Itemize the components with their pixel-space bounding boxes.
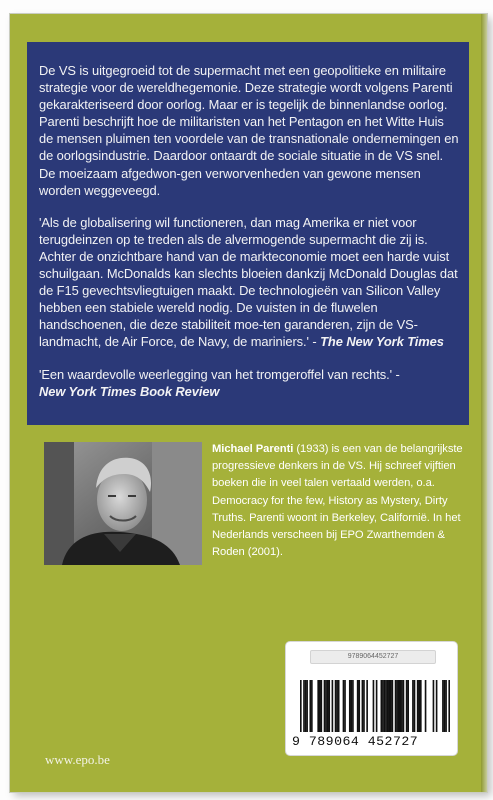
- barcode-bar: [300, 680, 302, 732]
- barcode-bar: [357, 680, 359, 732]
- price-sticker: 9789064452727: [310, 650, 436, 664]
- publisher-website: www.epo.be: [45, 752, 110, 767]
- barcode-bar: [387, 680, 389, 732]
- barcode-bar: [420, 680, 422, 732]
- barcode-bar: [433, 680, 435, 732]
- barcode-bar: [425, 680, 427, 732]
- barcode-bar: [351, 680, 353, 732]
- barcode-bar: [407, 680, 409, 732]
- barcode-bar: [412, 680, 414, 732]
- quote-review-separator: -: [392, 366, 400, 382]
- barcode-bar: [352, 680, 354, 732]
- blurb-panel: [27, 42, 469, 425]
- barcode-bar: [344, 680, 346, 732]
- barcode-bar: [317, 680, 319, 732]
- barcode-bar: [395, 680, 397, 732]
- author-bio-text: (1933) is een van de belangrijkste progressieve denkers in de VS. Hij schreef vijftien boeken die in veel talen vertaald werden, o.a. Democracy for the few, History as Mystery, Dirty Truths. Parenti woont in Berkeley, Californië. In het Nederlands verscheen bij EPO Zwarthemden & Roden (2001).: [212, 443, 463, 559]
- barcode-bar: [332, 680, 334, 732]
- quote-nyt-separator: -: [308, 334, 321, 350]
- barcode-bar: [335, 680, 337, 732]
- quote-nyt-source: The New York Times: [320, 334, 444, 350]
- barcode-bar: [319, 680, 321, 732]
- barcode-bar: [349, 680, 351, 732]
- barcode-bar: [321, 680, 323, 732]
- barcode-bar: [362, 680, 364, 732]
- barcode-bar: [436, 680, 438, 732]
- barcode-bar: [343, 680, 345, 732]
- barcode-bar: [385, 680, 387, 732]
- barcode-bar: [398, 680, 400, 732]
- barcode-bar: [448, 680, 450, 732]
- quote-nyt: [39, 214, 460, 351]
- barcode-bar: [390, 680, 392, 732]
- barcode-bar: [406, 680, 408, 732]
- barcode-bar: [306, 680, 308, 732]
- barcode-bar: [382, 680, 384, 732]
- description-paragraph: De VS is uitgegroeid tot de supermacht met een geopolitieke en militaire strategie voor de wereldhegemonie. Deze strategie wordt volgens Parenti gekarakteriseerd door oorlog. Maar er is tegelijk de binnenlandse oorlog. Parenti beschrijft hoe de militaristen van het Pentagon en het Witte Huis de mensen pluimen ten voordele van de transnationale ondernemingen en de oorlogsindustrie. Daardoor ontaardt de sociale situatie in de VS snel. De moeizaam afgedwon-gen verworvenheden van gewone mensen worden weggeveegd.: [39, 63, 459, 198]
- barcode-bar: [358, 680, 360, 732]
- barcode-bar: [384, 680, 386, 732]
- barcode-bar: [338, 680, 340, 732]
- barcode-bar: [399, 680, 401, 732]
- barcode-bar: [396, 680, 398, 732]
- barcode-bar: [328, 680, 330, 732]
- barcode-bar: [309, 680, 311, 732]
- barcode-bar: [418, 680, 420, 732]
- barcode-bar: [388, 680, 390, 732]
- barcode-bar: [444, 680, 446, 732]
- barcode-bar: [327, 680, 329, 732]
- portrait-photo-icon: [44, 442, 202, 565]
- barcode-bar: [366, 680, 368, 732]
- isbn-digits: 9 789064 452727: [292, 734, 419, 749]
- barcode-bar: [392, 680, 394, 732]
- barcode-label: [286, 642, 457, 755]
- author-bio: [212, 441, 472, 561]
- barcode-bar: [305, 680, 307, 732]
- ean13-barcode-icon: [300, 680, 450, 732]
- barcode-bar: [414, 680, 416, 732]
- barcode-bar: [325, 680, 327, 732]
- barcode-bar: [403, 680, 405, 732]
- barcode-bar: [303, 680, 305, 732]
- author-name: Michael Parenti: [212, 443, 294, 455]
- barcode-bar: [376, 680, 378, 732]
- quote-nyt-book-review: [39, 366, 460, 400]
- quote-nyt-text: 'Als de globalisering wil functioneren, dan mag Amerika er niet voor terugdeinzen op te treden als de alvermogende supermacht die zij is. Achter de onzichtbare hand van de markteconomie moet een harde vuist schuilgaan. McDonalds kan slechts bloeien dankzij McDonald Douglas dat de F15 gevechtsvliegtuigen maakt. De technologieën van Silicon Valley hebben een stabiele wereld nodig. De vuisten in de fluwelen handschoenen, die deze stabiliteit moe-ten garanderen, zijn de VS-landmacht, de Air Force, de Navy, de mariniers.': [39, 214, 458, 350]
- barcode-bar: [401, 680, 403, 732]
- author-photo: [44, 442, 202, 565]
- barcode-bar: [324, 680, 326, 732]
- barcode-bar: [363, 680, 365, 732]
- barcode-bar: [417, 680, 419, 732]
- barcode-bar: [381, 680, 383, 732]
- book-back-cover: [10, 14, 487, 792]
- barcode-bar: [442, 680, 444, 732]
- barcode-bar: [373, 680, 375, 732]
- quote-review-text: 'Een waardevolle weerlegging van het tromgeroffel van rechts.': [39, 366, 392, 382]
- barcode-bar: [311, 680, 313, 732]
- cover-edge-shading: [481, 14, 487, 792]
- barcode-bar: [445, 680, 447, 732]
- quote-review-source: New York Times Book Review: [39, 383, 220, 399]
- barcode-bar: [336, 680, 338, 732]
